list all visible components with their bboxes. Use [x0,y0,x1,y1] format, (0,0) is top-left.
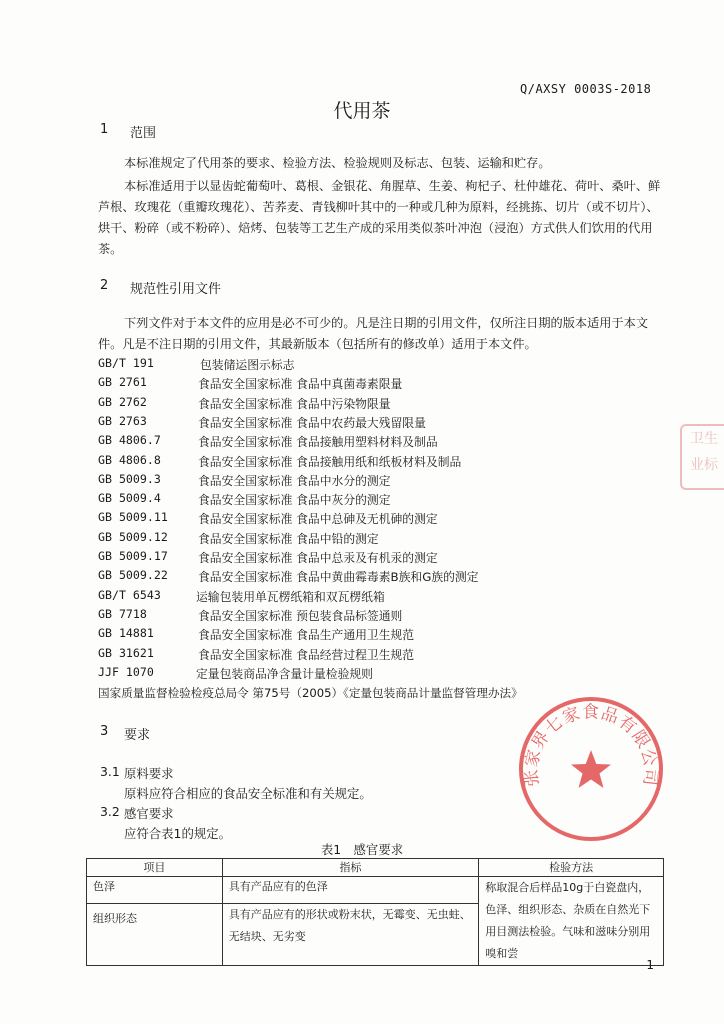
reference-title: 食品安全国家标准 食品中总砷及无机砷的测定 [198,512,438,526]
standard-code: Q/AXSY 0003S-2018 [520,82,652,96]
reference-title: 食品安全国家标准 食品中污染物限量 [198,397,391,411]
reference-code: GB 5009.12 [98,530,168,544]
subsection-3-2-number: 3.2 [100,804,120,819]
section-2-intro: 下列文件对于本文件的应用是必不可少的。凡是注日期的引用文件，仅所注日期的版本适用于本文件。凡是不注日期的引用文件，其最新版本（包括所有的修改单）适用于本文件。 [98,316,649,351]
section-3-number: 3 [100,724,109,739]
edge-stamp: 卫生 业标 [680,424,724,490]
reference-title: 食品安全国家标准 食品中灰分的测定 [198,493,391,507]
reference-code: GB 2761 [98,375,147,389]
reference-title: 食品安全国家标准 食品中真菌毒素限量 [198,377,403,391]
page-number: 1 [646,958,654,972]
section-2-number: 2 [100,278,109,293]
reference-title: 食品安全国家标准 食品中农药最大残留限量 [198,416,426,430]
table-caption: 表1 感官要求 [320,842,404,857]
table-cell-requirement: 具有产品应有的色泽 [222,877,479,904]
table-cell-method: 称取混合后样品10g于白瓷盘内，色泽、组织形态、杂质在自然光下用目测法检验。气味和滋味分别用嗅和尝 [479,877,664,966]
reference-code: GB 31621 [98,646,154,660]
reference-title: 食品安全国家标准 食品中黄曲霉毒素B族和G族的测定 [198,570,479,584]
seal-star-icon [571,750,611,788]
reference-title: 食品安全国家标准 食品经营过程卫生规范 [198,648,415,662]
section-3-title: 要求 [124,728,151,743]
reference-title: 食品安全国家标准 食品接触用塑料材料及制品 [198,435,438,449]
table-header-requirement: 指标 [222,859,479,877]
subsection-3-1-text: 原料应符合相应的食品安全标准和有关规定。 [124,786,372,801]
section-1-para-2: 本标准适用于以显齿蛇葡萄叶、葛根、金银花、角腥草、生姜、枸杞子、杜仲雄花、荷叶、桑叶、鲜芦根、玫瑰花（重瓣玫瑰花）、苦荞麦、青钱柳叶其中的一种或几种为原料，经挑拣、切片（或不切片）、烘干、粉碎（或不粉碎）、焙烤、包装等工艺生产成的采用类似茶叶冲泡（浸泡）方式供人们饮用的代用茶。 [98,179,661,256]
reference-code: GB 5009.11 [98,510,168,524]
table-cell-item: 色泽 [87,877,223,904]
subsection-3-2-title: 感官要求 [124,806,174,821]
reference-code: GB 5009.22 [98,568,168,582]
table-cell-item: 组织形态 [87,904,223,966]
document-title: 代用茶 [333,100,391,122]
reference-code: GB/T 191 [98,356,154,370]
reference-title: 食品安全国家标准 食品中总汞及有机汞的测定 [198,551,438,565]
subsection-3-2-text: 应符合表1的规定。 [124,826,232,841]
sensory-requirements-table [86,858,664,966]
section-1-para-1: 本标准规定了代用茶的要求、检验方法、检验规则及标志、包装、运输和贮存。 [124,156,551,170]
reference-code: GB 14881 [98,626,154,640]
reference-code: GB 2762 [98,395,147,409]
decree-reference: 国家质量监督检验检疫总局令 第75号（2005）《定量包装商品计量监督管理办法》 [98,686,523,700]
reference-title: 食品安全国家标准 食品中铅的测定 [198,532,379,546]
reference-title: 食品安全国家标准 预包装食品标签通则 [198,609,403,623]
company-seal [516,694,666,844]
table-header-row [87,859,664,877]
reference-title: 运输包装用单瓦楞纸箱和双瓦楞纸箱 [196,590,385,604]
table-cell-requirement: 具有产品应有的形状或粉末状，无霉变、无虫蛀、无结块、无劣变 [222,904,479,966]
subsection-3-1-title: 原料要求 [124,766,174,781]
reference-code: GB 4806.8 [98,453,161,467]
section-1-title: 范围 [130,126,157,141]
reference-title: 食品安全国家标准 食品接触用纸和纸板材料及制品 [198,455,462,469]
reference-code: GB/T 6543 [98,588,161,602]
table-header-method: 检验方法 [479,859,664,877]
seal-company-name: 张家界七家食品有限公司 [521,702,661,788]
reference-code: GB 4806.7 [98,433,161,447]
reference-title: 食品安全国家标准 食品生产通用卫生规范 [198,628,415,642]
reference-code: GB 5009.17 [98,549,168,563]
reference-title: 包装储运图示标志 [200,358,295,372]
reference-title: 食品安全国家标准 食品中水分的测定 [198,474,391,488]
reference-code: GB 5009.3 [98,472,161,486]
reference-code: GB 2763 [98,414,147,428]
section-1-number: 1 [100,122,109,137]
subsection-3-1-number: 3.1 [100,764,120,779]
reference-code: JJF 1070 [98,665,154,679]
reference-title: 定量包装商品净含量计量检验规则 [196,667,373,681]
reference-code: GB 7718 [98,607,147,621]
table-row [87,877,664,904]
section-2-title: 规范性引用文件 [130,282,222,297]
reference-code: GB 5009.4 [98,491,161,505]
table-header-item: 项目 [87,859,223,877]
